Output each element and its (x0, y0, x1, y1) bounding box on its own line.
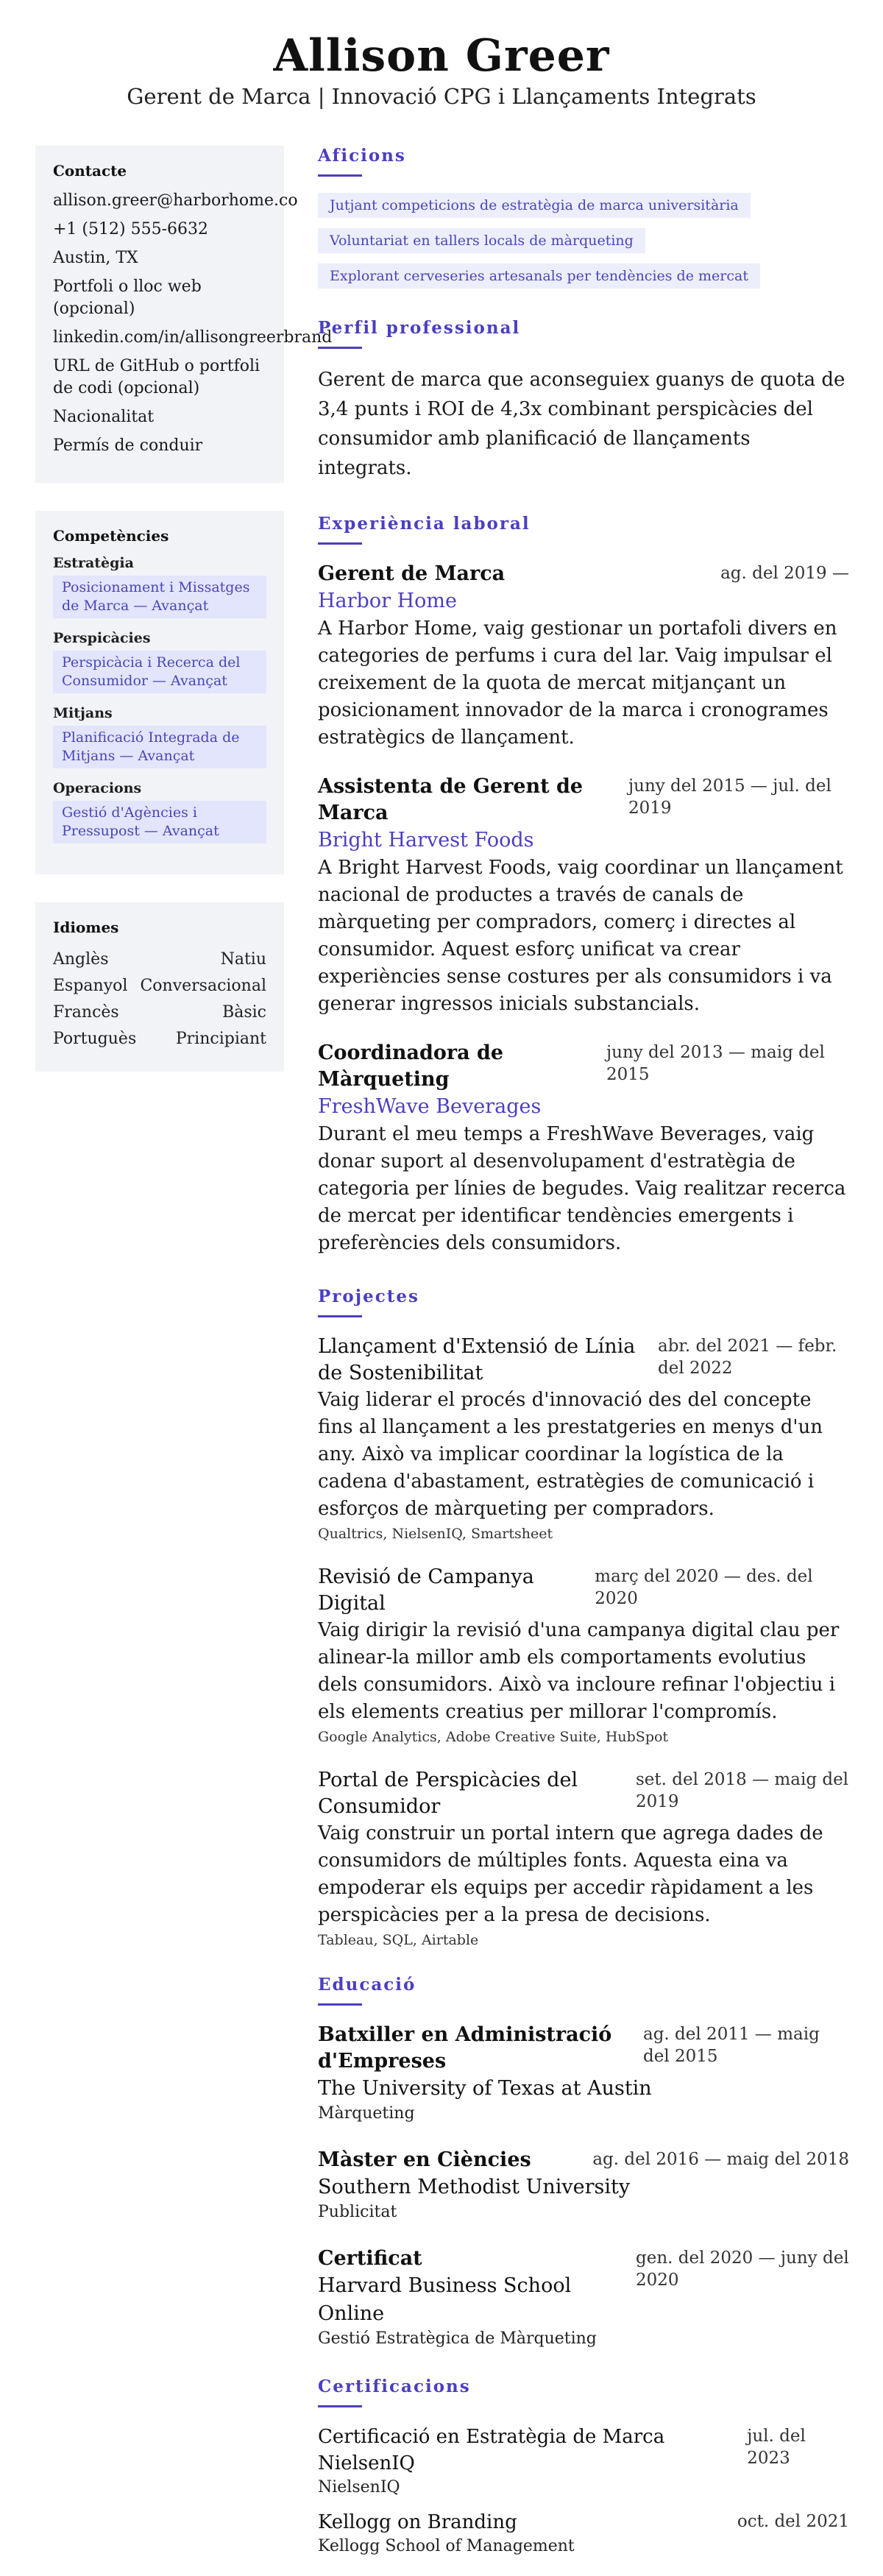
skill-chip: Perspicàcia i Recerca del Consumidor — Avançat (53, 651, 266, 693)
experience-entry (318, 561, 849, 751)
experience-section (318, 514, 849, 1257)
school-name: The University of Texas at Austin (318, 2077, 652, 2100)
project-description: Vaig construir un portal intern que agrega dades de consumidors de múltiples fonts. Aquesta eina va empoderar els equips per accedir ràpidament a les perspicàcies per a la presa de decisions. (318, 1822, 823, 1926)
project-name: Revisió de Campanya Digital (318, 1565, 534, 1615)
candidate-name: Allison Greer (273, 30, 610, 82)
degree-name: Certificat (318, 2247, 422, 2270)
job-role: Assistenta de Gerent de Marca (318, 775, 584, 824)
education-entry (318, 2147, 849, 2223)
education-entry (318, 2246, 849, 2350)
project-tools: Qualtrics, NielsenIQ, Smartsheet (318, 1526, 553, 1542)
job-company: FreshWave Beverages (318, 1095, 542, 1118)
main-column (318, 140, 849, 2558)
skill-chip: Gestió d'Agències i Pressupost — Avançat (53, 801, 266, 843)
hobbies-title: Aficions (318, 146, 406, 166)
contact-phone: +1 (512) 555-6632 (53, 220, 208, 238)
skill-category: Mitjans (53, 705, 113, 721)
candidate-subtitle: Gerent de Marca | Innovació CPG i Llançaments Integrats (127, 84, 756, 109)
section-rule (318, 2405, 362, 2407)
language-name: Espanyol (53, 977, 128, 995)
skills-box (35, 511, 284, 874)
degree-field: Gestió Estratègica de Màrqueting (318, 2329, 597, 2348)
project-tools: Google Analytics, Adobe Creative Suite, HubSpot (318, 1729, 669, 1745)
project-description: Vaig dirigir la revisió d'una campanya digital clau per alinear-la millor amb els comportaments evolutius dels consumidors. Això va incloure refinar l'objectiu i els elements creatius per millorar l'compromís. (318, 1619, 840, 1723)
certifications-title: Certificacions (318, 2377, 471, 2396)
job-date: juny del 2013 — maig del 2015 (606, 1043, 825, 1084)
degree-name: Màster en Ciències (318, 2148, 531, 2171)
certifications-section (318, 2377, 849, 2558)
degree-left (318, 2246, 612, 2328)
contact-portfolio: Portfoli o lloc web (opcional) (53, 277, 202, 318)
school-name: Southern Methodist University (318, 2176, 631, 2198)
project-description: Vaig liderar el procés d'innovació des del concepte fins al llançament a les prestatgeries en menys d'un any. Això va implicar coordinar la logística de la cadena d'abastament, estratègies de comunicació i esforços de màrqueting per compradors. (318, 1389, 823, 1520)
profile-title: Perfil professional (318, 318, 521, 338)
hobby-tag: Jutjant competicions de estratègia de marca universitària (318, 193, 751, 218)
contact-license: Permís de conduir (53, 436, 203, 455)
certification-entry (318, 2424, 849, 2499)
hobby-tag: Explorant cerveseries artesanals per tendències de mercat (318, 263, 760, 289)
job-date: juny del 2015 — jul. del 2019 (628, 776, 831, 818)
degree-field: Publicitat (318, 2203, 397, 2221)
certification-issuer: NielsenIQ (318, 2478, 400, 2497)
degree-date: gen. del 2020 — juny del 2020 (636, 2248, 849, 2290)
job-role: Coordinadora de Màrqueting (318, 1041, 504, 1091)
project-name: Llançament d'Extensió de Línia de Sostenibilitat (318, 1335, 636, 1384)
resume-header (0, 0, 883, 118)
language-name: Francès (53, 1003, 119, 1022)
projects-section (318, 1287, 849, 1948)
language-row (53, 1026, 266, 1052)
experience-entry (318, 1040, 849, 1257)
contact-title: Contacte (53, 162, 127, 180)
language-level: Natiu (220, 950, 266, 969)
school-name: Harvard Business School Online (318, 2274, 572, 2325)
languages-box (35, 902, 284, 1072)
certification-date: oct. del 2021 (737, 2512, 849, 2531)
degree-date: ag. del 2016 — maig del 2018 (592, 2150, 849, 2169)
languages-title: Idiomes (53, 919, 119, 936)
contact-box (35, 146, 333, 483)
language-level: Conversacional (140, 977, 266, 995)
language-name: Anglès (53, 950, 109, 969)
project-entry (318, 1334, 849, 1542)
education-title: Educació (318, 1975, 416, 1995)
skills-title: Competències (53, 527, 169, 545)
job-company: Bright Harvest Foods (318, 829, 534, 852)
language-name: Portuguès (53, 1030, 137, 1048)
certification-name: Certificació en Estratègia de Marca NielsenIQ (318, 2426, 665, 2474)
certification-date: jul. del 2023 (747, 2427, 806, 2468)
skill-chip: Posicionament i Missatges de Marca — Avançat (53, 576, 266, 618)
hobbies-section (318, 146, 849, 299)
job-description: A Harbor Home, vaig gestionar un portafoli divers en categories de perfums i cura del lar. Vaig impulsar el creixement de la quota de mercat mitjançant un posicionament innovador de la marca i cronogrames estratègics de llançament. (318, 618, 837, 749)
section-rule (318, 347, 362, 349)
project-entry (318, 1564, 849, 1745)
left-column (35, 146, 333, 1100)
experience-entry (318, 774, 849, 1018)
job-company: Harbor Home (318, 590, 457, 612)
skill-chip: Planificació Integrada de Mitjans — Avançat (53, 726, 266, 768)
project-date: març del 2020 — des. del 2020 (595, 1567, 813, 1608)
skill-category: Perspicàcies (53, 630, 151, 646)
job-role: Gerent de Marca (318, 562, 506, 585)
contact-email: allison.greer@harborhome.co (53, 191, 298, 210)
project-name: Portal de Perspicàcies del Consumidor (318, 1769, 578, 1818)
language-row (53, 946, 266, 973)
projects-title: Projectes (318, 1287, 419, 1306)
profile-text: Gerent de marca que aconseguiex guanys de quota de 3,4 punts i ROI de 4,3x combinant perspicàcies del consumidor amb planificació de llançaments integrats. (318, 369, 845, 479)
degree-name: Batxiller en Administració d'Empreses (318, 2023, 612, 2073)
job-date: ag. del 2019 — (720, 564, 849, 583)
education-section (318, 1975, 849, 2350)
job-description: Durant el meu temps a FreshWave Beverages, vaig donar suport al desenvolupament d'estratègia de categoria per línies de begudes. Vaig realitzar recerca de mercat per identificar tendències emergents i preferències dels consumidors. (318, 1123, 846, 1254)
contact-linkedin: linkedin.com/in/allisongreerbrand (53, 328, 333, 347)
hobby-tag: Voluntariat en tallers locals de màrqueting (318, 228, 645, 253)
contact-nationality: Nacionalitat (53, 408, 155, 426)
experience-title: Experiència laboral (318, 514, 531, 534)
degree-field: Màrqueting (318, 2104, 415, 2123)
contact-github: URL de GitHub o portfoli de codi (opcional) (53, 357, 260, 397)
certification-name: Kellogg on Branding (318, 2511, 517, 2533)
section-rule (318, 2003, 362, 2006)
certification-entry (318, 2509, 849, 2558)
project-entry (318, 1767, 849, 1948)
contact-location: Austin, TX (53, 249, 138, 267)
language-level: Bàsic (222, 1003, 266, 1022)
language-row (53, 973, 266, 999)
education-entry (318, 2022, 849, 2125)
project-date: set. del 2018 — maig del 2019 (636, 1770, 849, 1811)
profile-section (318, 318, 849, 483)
section-rule (318, 542, 362, 545)
language-row (53, 999, 266, 1026)
project-date: abr. del 2021 — febr. del 2022 (658, 1337, 837, 1378)
degree-date: ag. del 2011 — maig del 2015 (643, 2025, 820, 2066)
section-rule (318, 1315, 362, 1317)
project-tools: Tableau, SQL, Airtable (318, 1932, 479, 1948)
skill-category: Operacions (53, 780, 142, 796)
skill-category: Estratègia (53, 555, 134, 571)
section-rule (318, 174, 362, 177)
job-description: A Bright Harvest Foods, vaig coordinar un llançament nacional de productes a través de canals de màrqueting per compradors, comerç i directes al consumidor. Aquest esforç unificat va crear experiències sense costures per als consumidors i va generar ingressos inicials substancials. (318, 857, 843, 1015)
certification-issuer: Kellogg School of Management (318, 2537, 575, 2555)
language-level: Principiant (175, 1030, 266, 1048)
